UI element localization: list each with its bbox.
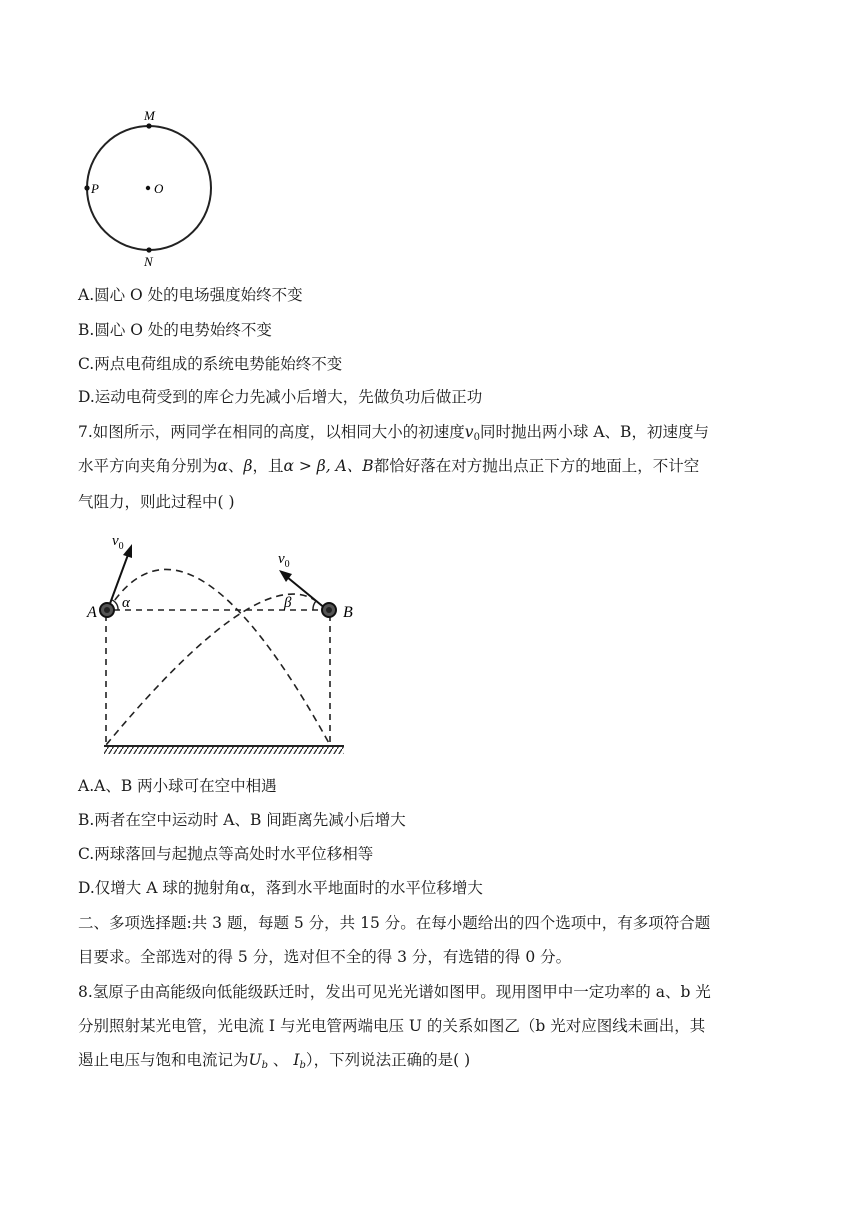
trajectory-a <box>108 569 330 745</box>
q7-option-d: D.仅增大 A 球的抛射角α，落到水平地面时的水平位移增大 <box>78 879 483 897</box>
label-n: N <box>144 254 153 269</box>
label-v0-right: $v_0$ <box>278 551 290 570</box>
ball-b-core <box>326 607 332 613</box>
q8-stem-line2: 分别照射某光电管，光电流 I 与光电管两端电压 U 的关系如图乙（b 光对应图线未画出，其 <box>78 1017 706 1035</box>
q7-text-1b: 同时抛出两小球 A、B，初速度与 <box>479 423 709 441</box>
q6-option-c: C.两点电荷组成的系统电势能始终不变 <box>78 355 343 373</box>
point-p <box>84 185 89 190</box>
q6-option-d: D.运动电荷受到的库仑力先减小后增大，先做负功后做正功 <box>78 388 483 406</box>
section2-line1: 二、多项选择题:共 3 题，每题 5 分，共 15 分。在每小题给出的四个选项中，有多项符合题 <box>78 914 711 932</box>
label-m: M <box>144 108 155 123</box>
v0-subscript: 0 <box>473 432 480 443</box>
angle-arc-beta <box>313 601 316 610</box>
label-o: O <box>154 181 164 196</box>
q7-text-1a: 7.如图所示，两同学在相同的高度，以相同大小的初速度 <box>78 423 465 441</box>
q7-condition: α > β, A、B <box>283 457 374 475</box>
projectile-figure <box>82 525 362 765</box>
q8-stem-line3 <box>78 1050 470 1076</box>
q8-stem-line1: 8.氢原子由高能级向低能级跃迁时，发出可见光光谱如图甲。现用图甲中一定功率的 a、b 光 <box>78 983 711 1001</box>
q7-text-2a: 水平方向夹角分别为 <box>78 457 218 475</box>
q7-sep: 、 <box>227 457 244 475</box>
q6-option-a: A.圆心 O 处的电场强度始终不变 <box>78 286 303 304</box>
q7-stem-line3: 气阻力，则此过程中( ) <box>78 493 235 511</box>
q7-text-2c: 都恰好落在对方抛出点正下方的地面上，不计空 <box>373 457 700 475</box>
label-a: A <box>87 604 97 621</box>
q8-text-3b: ），下列说法正确的是( ) <box>305 1051 471 1069</box>
u-symbol: U <box>248 1051 262 1069</box>
point-o <box>146 186 150 190</box>
point-n <box>146 247 151 252</box>
q7-text-2b: ，且 <box>252 457 284 475</box>
label-b: B <box>343 604 353 621</box>
q7-stem-line1 <box>78 422 709 448</box>
i-symbol: I <box>293 1051 300 1069</box>
label-alpha: α <box>122 595 130 611</box>
label-p: P <box>91 181 99 196</box>
u-subscript: b <box>261 1060 268 1071</box>
q8-text-3a: 遏止电压与饱和电流记为 <box>78 1051 249 1069</box>
q6-option-b: B.圆心 O 处的电势始终不变 <box>78 321 272 339</box>
beta-symbol: β <box>243 457 253 475</box>
q7-stem-line2 <box>78 456 699 476</box>
q8-sep: 、 <box>268 1051 294 1069</box>
i-subscript: b <box>299 1060 306 1071</box>
q7-option-c: C.两球落回与起抛点等高处时水平位移相等 <box>78 845 374 863</box>
velocity-arrow-b <box>287 577 326 609</box>
q7-option-b: B.两者在空中运动时 A、B 间距离先减小后增大 <box>78 811 406 829</box>
v0-symbol: v <box>464 423 474 441</box>
label-beta: β <box>284 595 292 611</box>
velocity-arrowhead-a <box>123 544 132 558</box>
section2-line2: 目要求。全部选对的得 5 分，选对但不全的得 3 分，有选错的得 0 分。 <box>78 948 572 966</box>
point-m <box>146 123 151 128</box>
ground-hatch <box>104 747 344 754</box>
trajectory-b <box>106 594 326 745</box>
circle-figure <box>70 105 230 270</box>
alpha-symbol: α <box>217 457 228 475</box>
q7-option-a: A.A、B 两小球可在空中相遇 <box>78 777 277 795</box>
label-v0-left: $v_0$ <box>112 533 124 552</box>
ball-a-core <box>104 607 110 613</box>
